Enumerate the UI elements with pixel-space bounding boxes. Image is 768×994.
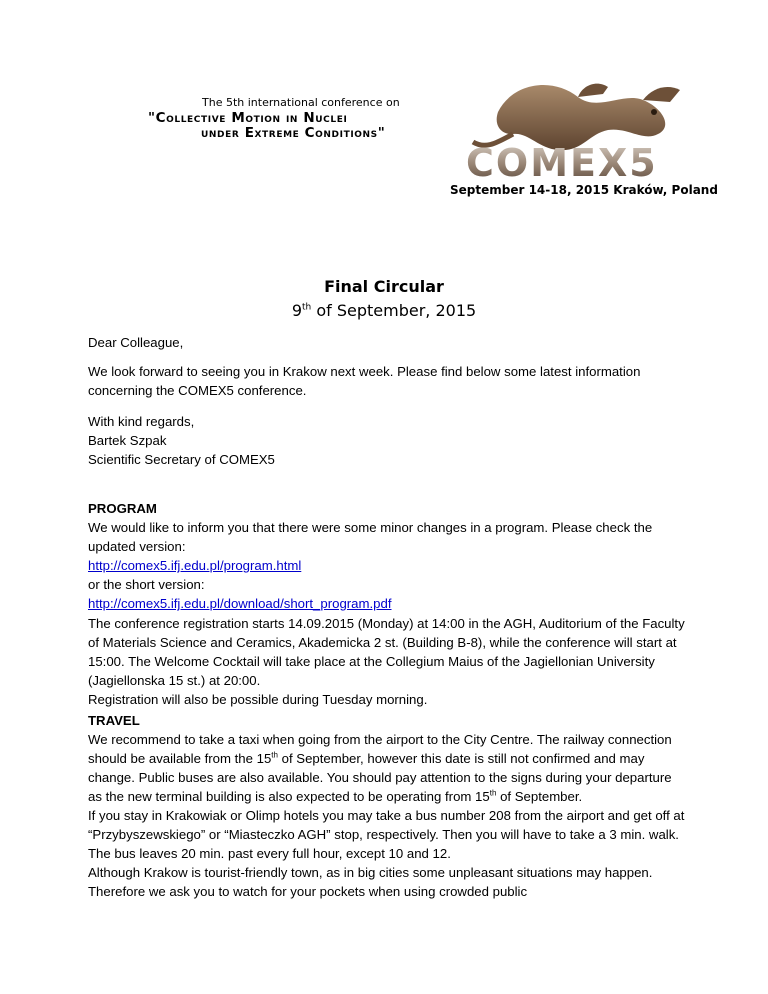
- conference-dates: September 14-18, 2015 Kraków, Poland: [450, 183, 718, 197]
- registration-paragraph: The conference registration starts 14.09.2015 (Monday) at 14:00 in the AGH, Auditorium of the Faculty of Materials Science and Ceramics, Akademicka 2 st. (Building B-8), while the conference will start at 15:00. The Welcome Cocktail will take place at the Collegium Maius of the Jagiellonian University (Jagiellonska 15 st.) at 20:00. Registration will also be possible during Tuesday morning.: [88, 616, 685, 707]
- program-link[interactable]: http://comex5.ifj.edu.pl/program.html: [88, 558, 302, 573]
- short-program-link[interactable]: http://comex5.ifj.edu.pl/download/short_program.pdf: [88, 596, 392, 611]
- short-version-text: or the short version:: [88, 577, 205, 592]
- greeting: Dear Colleague,: [88, 335, 184, 350]
- circular-date: 9th of September, 2015: [291, 301, 477, 320]
- logo-text: COMEX5: [466, 141, 658, 182]
- conference-title: [148, 111, 385, 141]
- conference-intro: The 5th international conference on: [202, 96, 400, 109]
- signer-name: Bartek Szpak: [88, 433, 167, 448]
- program-section: [88, 499, 688, 613]
- program-heading: PROGRAM: [88, 501, 157, 516]
- comex5-logo: [458, 72, 690, 182]
- travel-heading: TRAVEL: [88, 713, 140, 728]
- travel-paragraph-1: We recommend to take a taxi when going from the airport to the City Centre. The railway connection should be available from the 15th of September, however this date is still not confirmed and may change. Public buses are also available. You should pay attention to the signs during your departure as the new terminal building is also expected to be operating from 15th of September.: [88, 732, 672, 804]
- travel-section: [88, 711, 688, 901]
- signer-role: Scientific Secretary of COMEX5: [88, 452, 275, 467]
- signature-block: [88, 412, 688, 469]
- travel-paragraph-3: Although Krakow is tourist-friendly town, as in big cities some unpleasant situations may happen. Therefore we ask you to watch for your pockets when using crowded public: [88, 865, 653, 899]
- travel-paragraph-2: If you stay in Krakowiak or Olimp hotels you may take a bus number 208 from the airport and get off at “Przybyszewskiego” or “Miasteczko AGH” stop, respectively. Then you will have to take a 3 min. walk. The bus leaves 20 min. past every full hour, except 10 and 12.: [88, 808, 685, 861]
- program-text: We would like to inform you that there were some minor changes in a program. Please check the updated version:: [88, 520, 653, 554]
- conference-title-line2: under Extreme Conditions": [201, 125, 386, 141]
- conference-title-line1: "Collective Motion in Nuclei: [148, 110, 348, 126]
- closing: With kind regards,: [88, 414, 195, 429]
- circular-title: Final Circular: [324, 277, 444, 296]
- intro-paragraph: We look forward to seeing you in Krakow next week. Please find below some latest information concerning the COMEX5 conference.: [88, 364, 641, 398]
